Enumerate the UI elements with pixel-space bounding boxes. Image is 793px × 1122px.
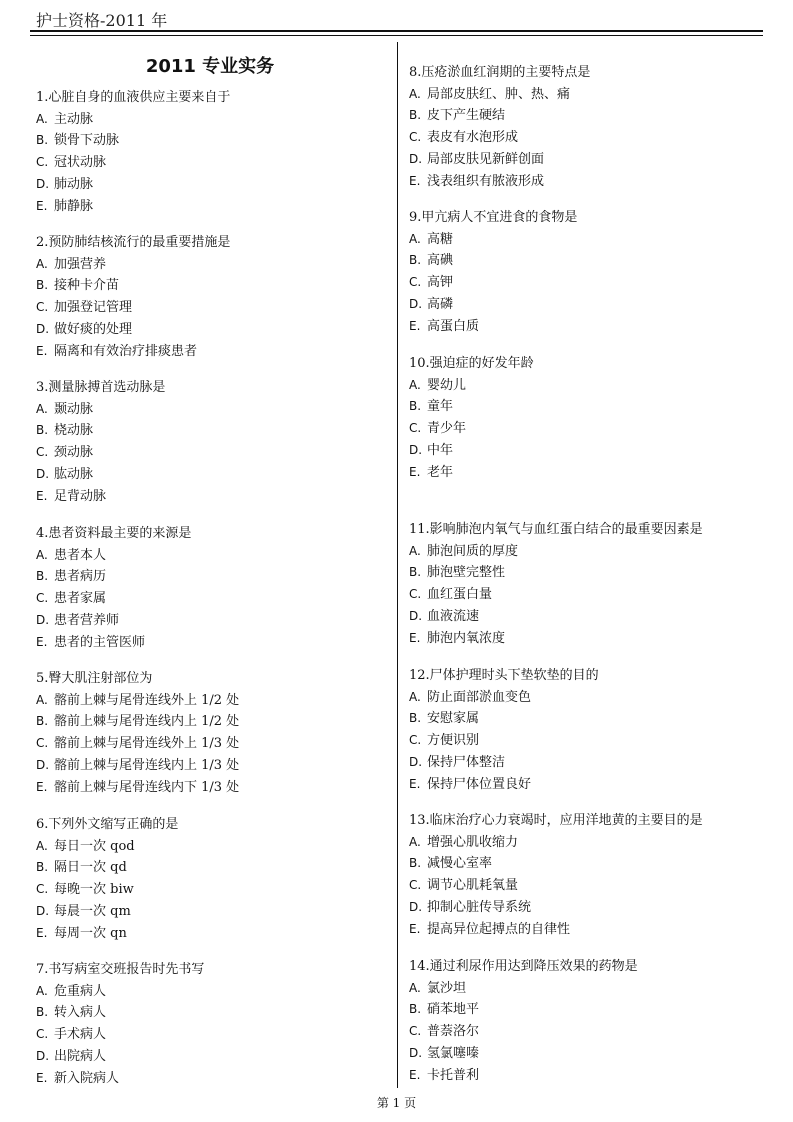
option-letter: A.: [409, 543, 421, 558]
question-block: [409, 957, 769, 1086]
answer-option: [409, 978, 769, 1000]
option-letter: B.: [409, 253, 422, 268]
option-letter: C.: [409, 421, 422, 436]
option-text: 患者的主管医师: [54, 634, 146, 650]
answer-option: [409, 687, 769, 709]
answer-option: [36, 152, 388, 174]
answer-option: [409, 171, 769, 193]
answer-option: [409, 1043, 769, 1065]
option-text: 提高异位起搏点的自律性: [427, 921, 571, 937]
option-letter: C.: [36, 300, 49, 315]
answer-option: [409, 541, 769, 563]
option-text: 锁骨下动脉: [54, 133, 120, 149]
option-letter: D.: [409, 1045, 423, 1060]
question-stem: 5.臀大肌注射部位为: [36, 671, 153, 686]
option-text: 髂前上棘与尾骨连线内上 1/3 处: [54, 757, 240, 773]
option-text: 氢氯噻嗪: [427, 1045, 480, 1061]
question-stem: 7.书写病室交班报告时先书写: [36, 962, 205, 977]
option-text: 转入病人: [54, 1005, 107, 1021]
option-letter: E.: [409, 173, 421, 188]
option-text: 血红蛋白量: [427, 587, 493, 603]
answer-option: [36, 275, 388, 297]
option-text: 浅表组织有脓液形成: [427, 173, 545, 189]
option-text: 每晚一次 biw: [54, 882, 134, 898]
answer-option: [36, 254, 388, 276]
option-text: 髂前上棘与尾骨连线外上 1/3 处: [54, 736, 240, 752]
option-text: 防止面部淤血变色: [427, 689, 532, 705]
option-text: 髂前上棘与尾骨连线内上 1/2 处: [54, 714, 240, 730]
option-text: 加强登记管理: [54, 300, 133, 316]
option-letter: B.: [36, 714, 49, 729]
answer-option: [409, 127, 769, 149]
answer-option: [36, 399, 388, 421]
option-text: 肺泡间质的厚度: [427, 543, 519, 559]
option-text: 婴幼儿: [427, 377, 467, 393]
option-text: 中年: [427, 442, 454, 458]
answer-option: [36, 1046, 388, 1068]
option-letter: C.: [36, 736, 49, 751]
option-text: 抑制心脏传导系统: [427, 899, 532, 915]
option-text: 颈动脉: [54, 445, 94, 461]
answer-option: [36, 632, 388, 654]
option-letter: E.: [36, 634, 48, 649]
answer-option: [36, 109, 388, 131]
option-text: 高磷: [427, 296, 454, 312]
option-letter: B.: [36, 1005, 49, 1020]
option-letter: B.: [409, 711, 422, 726]
option-text: 硝苯地平: [427, 1002, 480, 1018]
option-letter: E.: [409, 464, 421, 479]
question-block: [36, 233, 388, 362]
option-letter: E.: [409, 921, 421, 936]
question-block: [36, 669, 388, 798]
answer-option: [36, 981, 388, 1003]
answer-option: [36, 341, 388, 363]
answer-option: [409, 730, 769, 752]
option-text: 主动脉: [54, 111, 94, 127]
question-stem: 14.通过利尿作用达到降压效果的药物是: [409, 959, 638, 974]
question-block: [36, 524, 388, 653]
option-letter: A.: [36, 838, 48, 853]
option-text: 增强心肌收缩力: [427, 834, 519, 850]
question-block: [409, 354, 769, 483]
option-text: 颞动脉: [54, 401, 94, 417]
question-stem: 11.影响肺泡内氧气与血红蛋白结合的最重要因素是: [409, 522, 703, 537]
option-letter: D.: [409, 608, 423, 623]
option-text: 高碘: [427, 253, 454, 269]
answer-option: [409, 708, 769, 730]
question-stem: 4.患者资料最主要的来源是: [36, 526, 192, 541]
question-stem: 6.下列外文缩写正确的是: [36, 817, 179, 832]
answer-option: [409, 250, 769, 272]
option-letter: A.: [409, 980, 421, 995]
option-letter: B.: [36, 569, 49, 584]
answer-option: [36, 566, 388, 588]
option-letter: B.: [409, 108, 422, 123]
answer-option: [36, 836, 388, 858]
question-block: [409, 811, 769, 940]
answer-option: [409, 105, 769, 127]
answer-option: [409, 272, 769, 294]
answer-option: [36, 923, 388, 945]
option-text: 童年: [427, 399, 454, 415]
answer-option: [409, 229, 769, 251]
question-block: [36, 88, 388, 217]
option-text: 每周一次 qn: [54, 925, 127, 941]
answer-option: [36, 464, 388, 486]
option-text: 高蛋白质: [427, 318, 480, 334]
answer-option: [36, 733, 388, 755]
answer-option: [36, 857, 388, 879]
option-letter: E.: [36, 488, 48, 503]
option-letter: D.: [36, 176, 50, 191]
option-text: 患者营养师: [54, 612, 120, 628]
option-letter: D.: [36, 1048, 50, 1063]
option-letter: A.: [409, 834, 421, 849]
option-letter: E.: [409, 318, 421, 333]
option-text: 手术病人: [54, 1027, 107, 1043]
option-text: 患者本人: [54, 547, 107, 563]
answer-option: [36, 1002, 388, 1024]
option-text: 方便识别: [427, 733, 480, 749]
answer-option: [409, 919, 769, 941]
option-text: 做好痰的处理: [54, 321, 133, 337]
option-letter: C.: [36, 155, 49, 170]
answer-option: [409, 1021, 769, 1043]
answer-option: [36, 297, 388, 319]
option-letter: C.: [409, 587, 422, 602]
answer-option: [409, 375, 769, 397]
header-rule-thin: [30, 35, 763, 36]
option-letter: C.: [36, 1027, 49, 1042]
option-letter: D.: [36, 612, 50, 627]
option-letter: E.: [36, 198, 48, 213]
option-text: 危重病人: [54, 983, 107, 999]
answer-option: [36, 711, 388, 733]
answer-option: [36, 588, 388, 610]
answer-option: [36, 174, 388, 196]
answer-option: [409, 562, 769, 584]
option-text: 血液流速: [427, 608, 480, 624]
option-letter: A.: [36, 692, 48, 707]
option-text: 高钾: [427, 275, 454, 291]
option-text: 隔日一次 qd: [54, 860, 127, 876]
option-letter: B.: [409, 399, 422, 414]
answer-option: [36, 879, 388, 901]
question-stem: 9.甲亢病人不宜进食的食物是: [409, 210, 578, 225]
option-letter: D.: [409, 151, 423, 166]
answer-option: [409, 584, 769, 606]
question-stem: 2.预防肺结核流行的最重要措施是: [36, 235, 231, 250]
option-letter: D.: [409, 754, 423, 769]
answer-option: [409, 999, 769, 1021]
option-letter: B.: [36, 423, 49, 438]
option-letter: D.: [36, 757, 50, 772]
answer-option: [36, 1068, 388, 1090]
option-letter: A.: [409, 377, 421, 392]
option-letter: C.: [409, 733, 422, 748]
option-text: 冠状动脉: [54, 155, 107, 171]
option-text: 青少年: [427, 421, 467, 437]
answer-option: [36, 610, 388, 632]
option-letter: B.: [409, 856, 422, 871]
answer-option: [36, 196, 388, 218]
option-text: 保持尸体整洁: [427, 754, 506, 770]
option-text: 出院病人: [54, 1048, 107, 1064]
option-text: 老年: [427, 464, 454, 480]
answer-option: [36, 130, 388, 152]
option-text: 普萘洛尔: [427, 1024, 480, 1040]
answer-option: [36, 690, 388, 712]
option-letter: C.: [409, 130, 422, 145]
option-letter: B.: [36, 133, 49, 148]
question-block: [36, 960, 388, 1089]
question-block: [409, 666, 769, 795]
answer-option: [409, 752, 769, 774]
answer-option: [36, 545, 388, 567]
option-text: 局部皮肤见新鲜创面: [427, 151, 545, 167]
option-text: 肺静脉: [54, 198, 94, 214]
option-letter: B.: [409, 1002, 422, 1017]
answer-option: [409, 853, 769, 875]
option-text: 减慢心室率: [427, 856, 493, 872]
option-text: 接种卡介苗: [54, 278, 120, 294]
option-text: 足背动脉: [54, 488, 107, 504]
option-letter: A.: [409, 231, 421, 246]
answer-option: [36, 442, 388, 464]
option-text: 肺泡壁完整性: [427, 565, 506, 581]
answer-option: [409, 628, 769, 650]
answer-option: [409, 294, 769, 316]
answer-option: [409, 774, 769, 796]
option-letter: E.: [409, 1067, 421, 1082]
question-block: [409, 520, 769, 649]
answer-option: [36, 901, 388, 923]
answer-option: [409, 897, 769, 919]
option-letter: C.: [409, 1024, 422, 1039]
option-text: 安慰家属: [427, 711, 480, 727]
answer-option: [36, 755, 388, 777]
option-letter: D.: [409, 899, 423, 914]
option-letter: D.: [409, 296, 423, 311]
option-text: 每晨一次 qm: [54, 903, 131, 919]
option-text: 髂前上棘与尾骨连线外上 1/2 处: [54, 692, 240, 708]
option-text: 新入院病人: [54, 1070, 120, 1086]
question-block: [409, 63, 769, 192]
option-letter: D.: [36, 903, 50, 918]
option-letter: C.: [36, 445, 49, 460]
answer-option: [36, 486, 388, 508]
option-text: 皮下产生硬结: [427, 108, 506, 124]
option-letter: B.: [36, 278, 49, 293]
option-text: 髂前上棘与尾骨连线内下 1/3 处: [54, 779, 240, 795]
answer-option: [409, 84, 769, 106]
answer-option: [409, 606, 769, 628]
option-text: 氯沙坦: [427, 980, 467, 996]
option-letter: E.: [36, 1070, 48, 1085]
option-letter: E.: [409, 776, 421, 791]
option-letter: A.: [36, 111, 48, 126]
option-text: 桡动脉: [54, 423, 94, 439]
option-letter: B.: [36, 860, 49, 875]
option-letter: B.: [409, 565, 422, 580]
option-letter: D.: [36, 321, 50, 336]
option-text: 高糖: [427, 231, 454, 247]
option-letter: A.: [36, 401, 48, 416]
option-text: 局部皮肤红、肿、热、痛: [427, 86, 571, 102]
option-text: 肱动脉: [54, 466, 94, 482]
answer-option: [36, 319, 388, 341]
question-stem: 3.测量脉搏首选动脉是: [36, 380, 166, 395]
answer-option: [36, 777, 388, 799]
answer-option: [36, 420, 388, 442]
option-letter: A.: [36, 256, 48, 271]
question-block: [409, 208, 769, 337]
option-letter: A.: [36, 547, 48, 562]
question-stem: 8.压疮淤血红润期的主要特点是: [409, 65, 591, 80]
answer-option: [409, 418, 769, 440]
option-text: 保持尸体位置良好: [427, 776, 532, 792]
question-stem: 1.心脏自身的血液供应主要来自于: [36, 90, 231, 105]
option-letter: C.: [409, 878, 422, 893]
option-text: 隔离和有效治疗排痰患者: [54, 343, 198, 359]
page-header: 护士资格-2011 年: [36, 11, 168, 30]
option-letter: E.: [36, 779, 48, 794]
option-text: 肺泡内氧浓度: [427, 630, 506, 646]
option-letter: E.: [36, 925, 48, 940]
option-letter: C.: [36, 882, 49, 897]
option-text: 患者家属: [54, 591, 107, 607]
option-text: 每日一次 qod: [54, 838, 135, 854]
answer-option: [409, 149, 769, 171]
answer-option: [409, 462, 769, 484]
option-text: 加强营养: [54, 256, 107, 272]
option-text: 表皮有水泡形成: [427, 130, 519, 146]
column-divider: [397, 42, 398, 1088]
question-stem: 10.强迫症的好发年龄: [409, 356, 534, 371]
option-letter: C.: [409, 275, 422, 290]
answer-option: [409, 440, 769, 462]
question-block: [36, 815, 388, 944]
option-letter: A.: [36, 983, 48, 998]
answer-option: [36, 1024, 388, 1046]
option-letter: C.: [36, 591, 49, 606]
page-title: 2011 专业实务: [145, 56, 275, 77]
answer-option: [409, 1065, 769, 1087]
answer-option: [409, 396, 769, 418]
option-letter: A.: [409, 689, 421, 704]
option-letter: A.: [409, 86, 421, 101]
answer-option: [409, 832, 769, 854]
page-footer: 第 1 页: [376, 1096, 417, 1110]
option-letter: E.: [409, 630, 421, 645]
answer-option: [409, 316, 769, 338]
option-letter: D.: [36, 466, 50, 481]
answer-option: [409, 875, 769, 897]
header-rule-thick: [30, 30, 763, 32]
question-stem: 13.临床治疗心力衰竭时，应用洋地黄的主要目的是: [409, 813, 703, 828]
option-text: 调节心肌耗氧量: [427, 878, 519, 894]
option-text: 患者病历: [54, 569, 107, 585]
option-letter: E.: [36, 343, 48, 358]
option-text: 卡托普利: [427, 1067, 480, 1083]
option-text: 肺动脉: [54, 176, 94, 192]
question-block: [36, 378, 388, 507]
question-stem: 12.尸体护理时头下垫软垫的目的: [409, 668, 599, 683]
option-letter: D.: [409, 442, 423, 457]
